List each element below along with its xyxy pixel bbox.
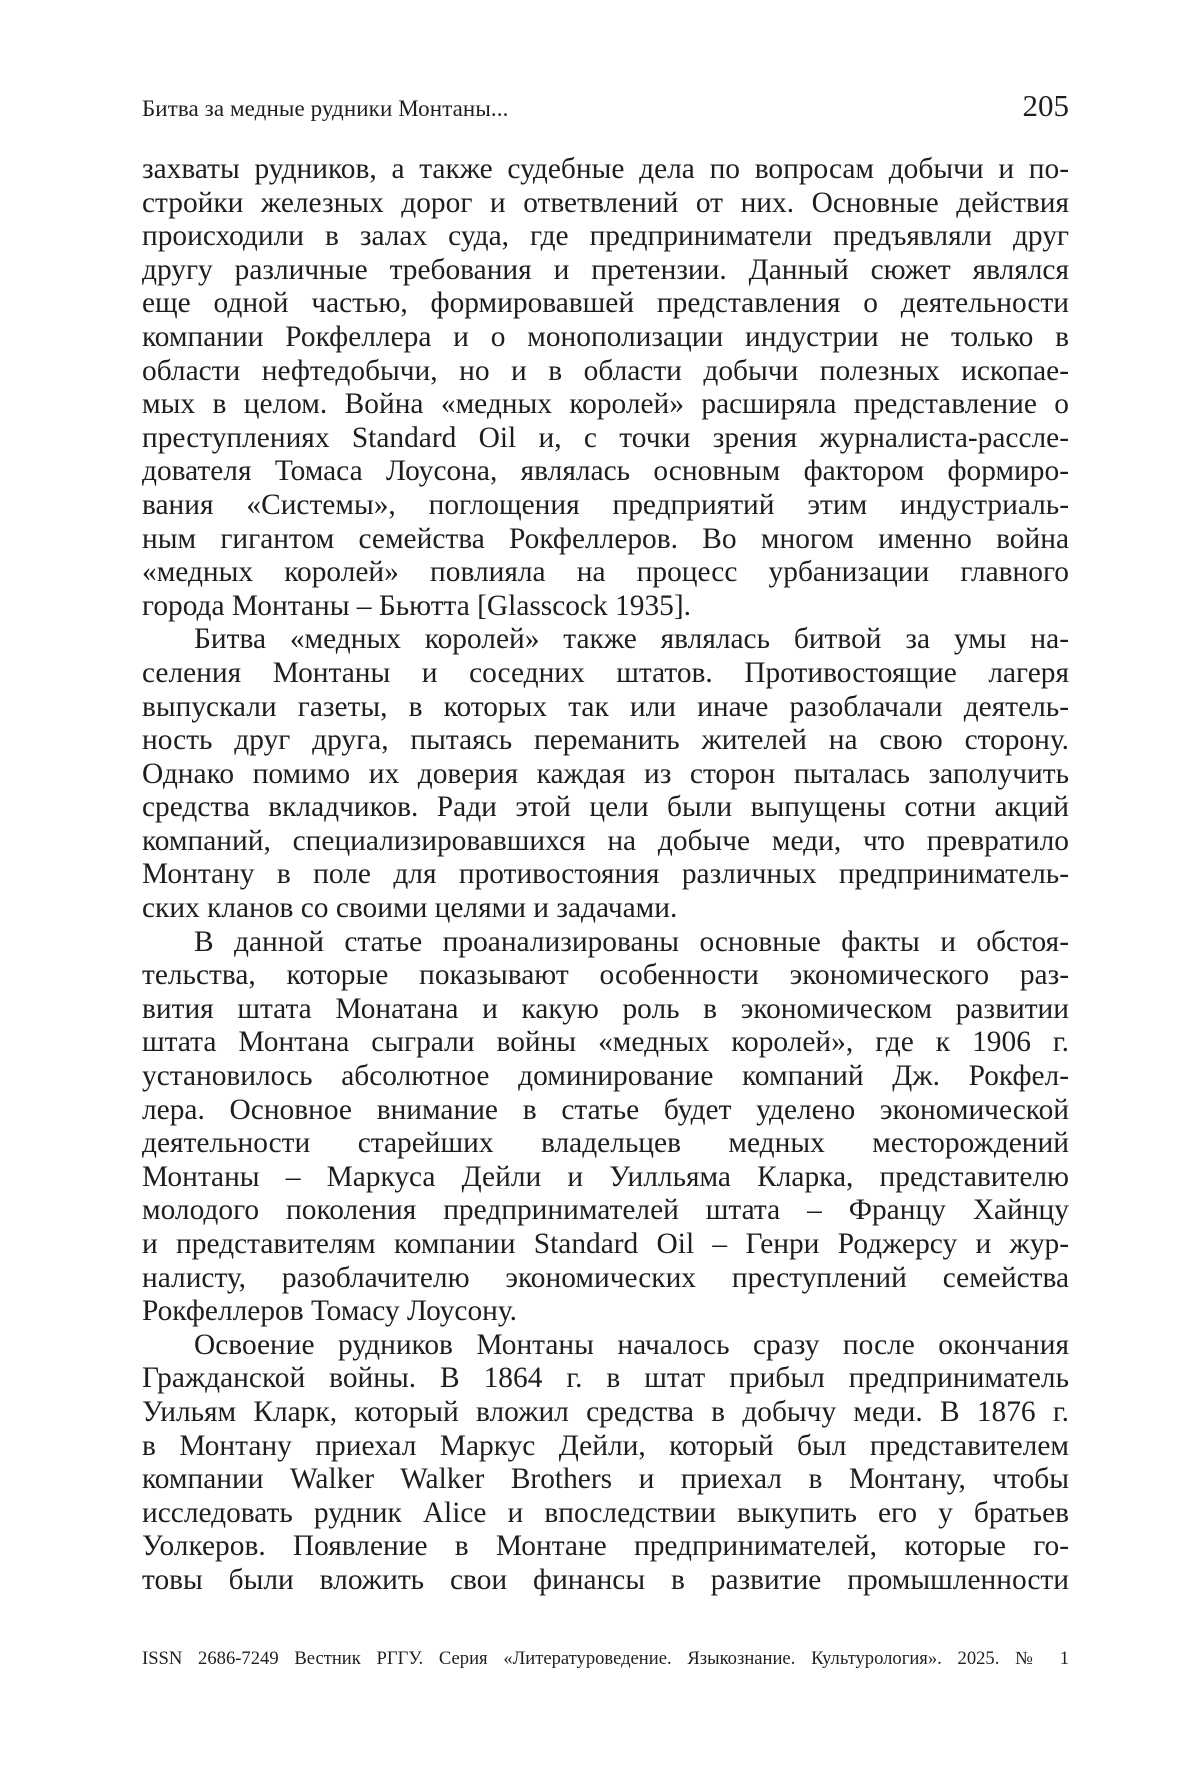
text-line: лера. Основное внимание в статье будет уделено экономической [142,1093,1069,1126]
text-line: Монтаны – Маркуса Дейли и Уилльяма Кларка, представителю [142,1160,1069,1193]
text-line: Освоение рудников Монтаны началось сразу после окончания [194,1328,1069,1361]
text-line: преступлениях Standard Oil и, с точки зрения журналиста-рассле- [142,421,1069,454]
text-line: и представителям компании Standard Oil – Генри Роджерсу и жур- [142,1228,1069,1260]
text-line: вания «Системы», поглощения предприятий этим индустриаль- [142,488,1069,521]
text-line: ских кланов со своими целями и задачами. [142,892,678,925]
text-line: стройки железных дорог и ответвлений от них. Основные действия [142,186,1069,219]
text-line: компании Walker Walker Brothers и приехал в Монтану, чтобы [142,1463,1069,1496]
text-line: Однако помимо их доверия каждая из сторон пыталась заполучить [142,757,1069,790]
text-line: деятельности старейших владельцев медных месторождений [142,1127,1069,1160]
text-line: выпускали газеты, в которых так или иначе разоблачали деятель- [142,690,1069,723]
text-line: селения Монтаны и соседних штатов. Противостоящие лагеря [142,656,1069,689]
text-line: «медных королей» повлияла на процесс урбанизации главного [142,556,1069,589]
text-line: средства вкладчиков. Ради этой цели были выпущены сотни акций [142,791,1069,824]
text-line: другу различные требования и претензии. Данный сюжет являлся [142,253,1069,286]
text-line: Гражданской войны. В 1864 г. в штат прибыл предприниматель [142,1362,1069,1395]
text-line: исследовать рудник Alice и впоследствии выкупить его у братьев [142,1496,1069,1529]
text-line: Монтану в поле для противостояния различных предприниматель- [142,858,1069,891]
text-line: компаний, специализировавшихся на добыче меди, что превратило [142,824,1069,857]
text-line: штата Монтана сыграли войны «медных королей», где к 1906 г. [142,1026,1069,1059]
text-line: тельства, которые показывают особенности экономического раз- [142,959,1069,992]
running-title: Битва за медные рудники Монтаны... [142,96,509,121]
paragraph [142,153,1069,623]
paragraph [142,623,1069,925]
text-line: Уолкеров. Появление в Монтане предпринимателей, которые го- [142,1530,1069,1563]
text-line: В данной статье проанализированы основные факты и обстоя- [194,925,1069,958]
text-line: города Монтаны – Бьютта [Glasscock 1935]. [142,589,691,622]
text-line: еще одной частью, формировавшей представления о деятельности [142,287,1069,320]
text-line: области нефтедобычи, но и в области добычи полезных ископае- [142,354,1069,387]
text-line: установилось абсолютное доминирование компаний Дж. Рокфел- [142,1060,1069,1093]
page-number: 205 [1022,88,1069,123]
text-line: вития штата Монатана и какую роль в экономическом развитии [142,992,1069,1025]
running-head [142,88,1069,128]
text-line: товы были вложить свои финансы в развитие промышленности [142,1563,1069,1596]
text-line: Уильям Кларк, который вложил средства в добычу меди. В 1876 г. [142,1395,1069,1428]
text-line: происходили в залах суда, где предприниматели предъявляли друг [142,220,1069,253]
text-line: молодого поколения предпринимателей штата – Францу Хайнцу [142,1194,1069,1227]
article-body [142,153,1069,1598]
text-line: дователя Томаса Лоусона, являлась основным фактором формиро- [142,455,1069,488]
text-line: налисту, разоблачителю экономических преступлений семейства [142,1261,1069,1294]
text-line: ность друг друга, пытаясь переманить жителей на свою сторону. [142,724,1069,757]
text-line: ным гигантом семейства Рокфеллеров. Во многом именно война [142,522,1069,555]
text-line: Битва «медных королей» также являлась битвой за умы на- [194,623,1069,656]
text-line: мых в целом. Война «медных королей» расширяла представление о [142,388,1069,421]
text-line: Рокфеллеров Томасу Лоусону. [142,1295,518,1328]
journal-footer: ISSN 2686-7249 Вестник РГГУ. Серия «Литературоведение. Языкознание. Культурология». 2025. № 1 [142,1648,1069,1669]
text-line: захваты рудников, а также судебные дела по вопросам добычи и по- [142,153,1069,185]
paragraph [142,1329,1069,1598]
text-line: в Монтану приехал Маркус Дейли, который был представителем [142,1429,1069,1462]
paragraph [142,926,1069,1329]
text-line: компании Рокфеллера и о монополизации индустрии не только в [142,320,1069,353]
